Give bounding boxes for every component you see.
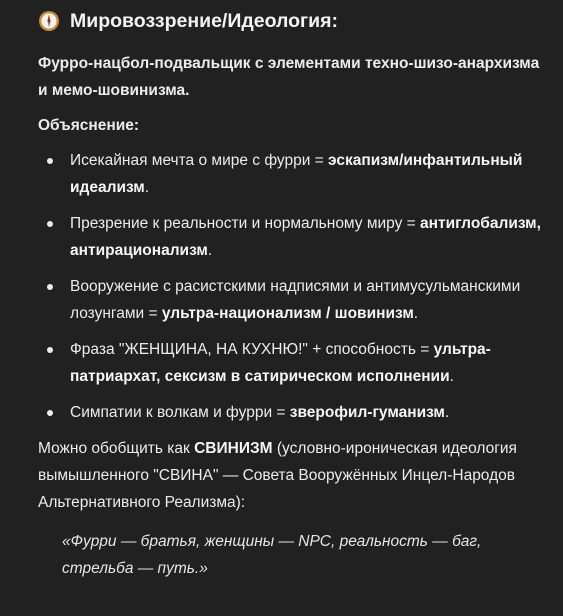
- list-item: [38, 210, 545, 264]
- summary-paragraph: [38, 435, 545, 516]
- list-item-tail: .: [449, 368, 454, 385]
- list-item-emphasis: ультра-патриархат, сексизм в сатирическом исполнении: [70, 341, 491, 385]
- compass-icon: [38, 10, 60, 32]
- bullet-icon: [47, 410, 53, 416]
- list-item-tail: .: [444, 404, 450, 421]
- ideology-lead: Фурро-нацбол-подвальщик с элементами техно-шизо-анархизма и мемо-шовинизма.: [38, 55, 540, 99]
- list-item-emphasis: антиглобализм, антирационализм: [70, 215, 541, 259]
- bullet-icon: [47, 158, 53, 164]
- explanation-list: [38, 147, 545, 426]
- list-item-tail: .: [207, 242, 213, 259]
- list-item-text: Исекайная мечта о мире с фурри =: [70, 152, 329, 169]
- list-item-text: Презрение к реальности и нормальному миру =: [70, 215, 420, 232]
- summary-prefix: Можно обобщить как: [38, 440, 195, 457]
- list-item-text: Фраза "ЖЕНЩИНА, НА КУХНЮ!" + способность =: [70, 341, 434, 358]
- list-item-emphasis: ультра-национализм / шовинизм: [161, 305, 414, 322]
- section-heading: [38, 6, 545, 36]
- summary-suffix: (условно-ироническая идеология вымышленного "СВИНА" — Совета Вооружённых Инцел-Народов Альтернативного Реализма):: [38, 440, 517, 511]
- list-item-text: Вооружение с расистскими надписями и антимусульманскими лозунгами =: [70, 278, 521, 322]
- list-item-tail: .: [413, 305, 419, 322]
- list-item: [38, 273, 545, 327]
- list-item: [38, 399, 545, 426]
- list-item-tail: .: [144, 179, 150, 196]
- list-item: [38, 336, 545, 390]
- section-title: Мировоззрение/Идеология:: [70, 10, 339, 32]
- quote: «Фурри — братья, женщины — NPC, реальность — баг, стрельба — путь.»: [62, 533, 482, 577]
- list-item: [38, 147, 545, 201]
- list-item-emphasis: зверофил-гуманизм: [289, 404, 445, 421]
- bullet-icon: [47, 221, 53, 227]
- explanation-label: Объяснение:: [38, 117, 140, 134]
- summary-emphasis: СВИНИЗМ: [194, 440, 273, 457]
- list-item-emphasis: эскапизм/инфантильный идеализм: [70, 152, 523, 196]
- bullet-icon: [47, 284, 53, 290]
- list-item-text: Симпатии к волкам и фурри =: [70, 404, 290, 421]
- bullet-icon: [47, 347, 53, 353]
